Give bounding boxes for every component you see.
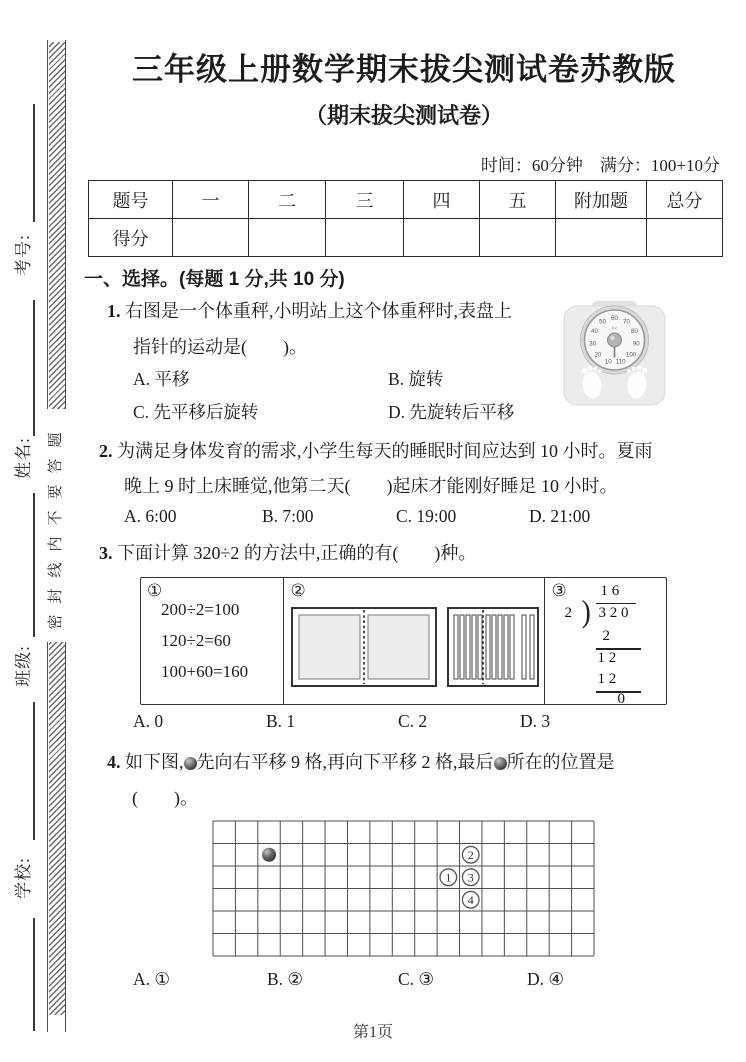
svg-text:100: 100 [625, 351, 637, 359]
q4-line1: 4. 如下图, 先向右平移 9 格,再向下平移 2 格,最后 所在的位置是 [107, 752, 615, 772]
q2-number: 2. [99, 441, 113, 461]
score-header-cell: 三 [326, 181, 404, 219]
score-value-cell [556, 219, 647, 257]
svg-text:90: 90 [632, 340, 640, 348]
svg-text:1: 1 [445, 870, 452, 885]
q3-number: 3. [99, 543, 113, 563]
svg-text:40: 40 [591, 328, 598, 336]
grid-content [262, 846, 479, 908]
q4-option-d: D. ④ [527, 969, 565, 989]
student-info-line [33, 918, 35, 1031]
weight-scale-image [561, 299, 668, 408]
page-number: 第1页 [352, 1024, 393, 1041]
q3-methods-figure [140, 577, 667, 705]
long-division [549, 578, 663, 707]
grid-ball [262, 848, 276, 862]
page-title: 三年级上册数学期末拔尖测试卷苏教版 [132, 52, 676, 87]
score-header-cell: 二 [249, 181, 326, 219]
q1-option-d: D. 先旋转后平移 [388, 402, 515, 422]
q4-number: 4. [107, 752, 121, 772]
method-3-label: ③ [551, 581, 567, 600]
svg-text:4: 4 [467, 893, 474, 908]
q2-option-c: C. 19:00 [396, 506, 457, 526]
school-label: 学校: [14, 857, 33, 899]
q3-option-a: A. 0 [133, 711, 164, 731]
hundreds-blocks [292, 608, 436, 686]
svg-text:10: 10 [604, 358, 612, 366]
method-1-label: ① [147, 581, 163, 600]
score-value-cell [249, 219, 326, 257]
score-table-header-row [89, 181, 723, 219]
student-info-line [33, 300, 35, 436]
tens-strips [448, 608, 538, 686]
q2-option-d: D. 21:00 [529, 506, 591, 526]
student-info-line [33, 493, 35, 637]
q1-option-c: C. 先平移后旋转 [133, 402, 259, 422]
student-name-label: 姓名: [14, 437, 33, 479]
page-subtitle: （期末拔尖测试卷） [304, 103, 503, 128]
student-info-line [33, 104, 35, 222]
translation-grid [212, 820, 595, 957]
q3-option-d: D. 3 [520, 711, 551, 731]
q1-option-b: B. 旋转 [388, 369, 444, 389]
svg-text:3: 3 [467, 870, 474, 885]
score-header-cell: 五 [480, 181, 556, 219]
q4-option-c: C. ③ [398, 969, 435, 989]
q3-option-b: B. 1 [266, 711, 296, 731]
q2-option-b: B. 7:00 [262, 506, 314, 526]
q3-method-1 [141, 578, 283, 704]
division-dividend: 3 2 0 [596, 603, 636, 622]
division-step-2: 1 2 [597, 650, 617, 666]
class-label: 班级: [14, 645, 33, 687]
q3-option-c: C. 2 [398, 711, 428, 731]
svg-text:2: 2 [467, 848, 474, 863]
svg-text:kg: kg [612, 325, 617, 330]
score-value-cell [404, 219, 480, 257]
score-value-cell [173, 219, 249, 257]
score-row-label: 得分 [89, 219, 173, 257]
q1-line1: 1. 右图是一个体重秤,小明站上这个体重秤时,表盘上 [107, 301, 512, 321]
q2-line1: 2. 为满足身体发育的需求,小学生每天的睡眠时间应达到 10 小时。夏雨 [99, 441, 653, 461]
svg-text:30: 30 [589, 340, 597, 348]
q3-method-3 [544, 578, 666, 707]
q3-stem: 3. 下面计算 320÷2 的方法中,正确的有( )种。 [99, 543, 477, 563]
q4-line2: ( )。 [132, 788, 198, 808]
division-divisor: 2 [564, 605, 572, 621]
section-1-title: 一、选择。(每题 1 分,共 10 分) [84, 269, 345, 290]
score-header-cell: 题号 [89, 181, 173, 219]
ball-icon [184, 757, 197, 770]
q4-option-a: A. ① [133, 969, 171, 989]
score-table-score-row [89, 219, 723, 257]
student-info-line [33, 702, 35, 840]
svg-text:20: 20 [594, 351, 602, 359]
division-quotient: 1 6 [600, 583, 620, 599]
q1-option-a: A. 平移 [133, 369, 190, 389]
division-bracket: ) [581, 595, 591, 630]
q1-line2: 指针的运动是( )。 [133, 337, 307, 357]
score-header-cell: 四 [404, 181, 480, 219]
score-header-cell: 总分 [647, 181, 723, 219]
score-value-cell [326, 219, 404, 257]
q2-line2: 晚上 9 时上床睡觉,他第二天( )起床才能刚好睡足 10 小时。 [124, 476, 618, 496]
score-header-cell: 一 [173, 181, 249, 219]
svg-text:60: 60 [611, 315, 618, 323]
score-table [88, 180, 723, 257]
seal-warning-text: 密封线内不要答题 [46, 409, 67, 642]
q1-number: 1. [107, 301, 121, 321]
grid-lines [213, 821, 594, 956]
score-value-cell [647, 219, 723, 257]
exam-number-label: 考号: [14, 234, 33, 276]
method-2-label: ② [290, 581, 306, 600]
svg-text:50: 50 [599, 318, 607, 326]
q3-method-2 [283, 578, 544, 704]
score-value-cell [480, 219, 556, 257]
q4-option-b: B. ② [267, 969, 304, 989]
ball-icon [494, 757, 507, 770]
base-ten-blocks-diagram [290, 600, 540, 696]
svg-text:80: 80 [631, 328, 638, 336]
svg-text:70: 70 [622, 318, 630, 326]
svg-text:110: 110 [615, 358, 626, 366]
time-score-line: 时间：60分钟 满分：100+10分 [480, 156, 720, 175]
division-remainder: 0 [617, 691, 625, 707]
score-header-cell: 附加题 [556, 181, 647, 219]
method-1-equations: 200÷2=100 120÷2=60 100+60=160 [161, 600, 249, 681]
q2-option-a: A. 6:00 [124, 506, 177, 526]
division-step-3: 1 2 [597, 671, 617, 687]
division-step-1: 2 [602, 628, 610, 644]
